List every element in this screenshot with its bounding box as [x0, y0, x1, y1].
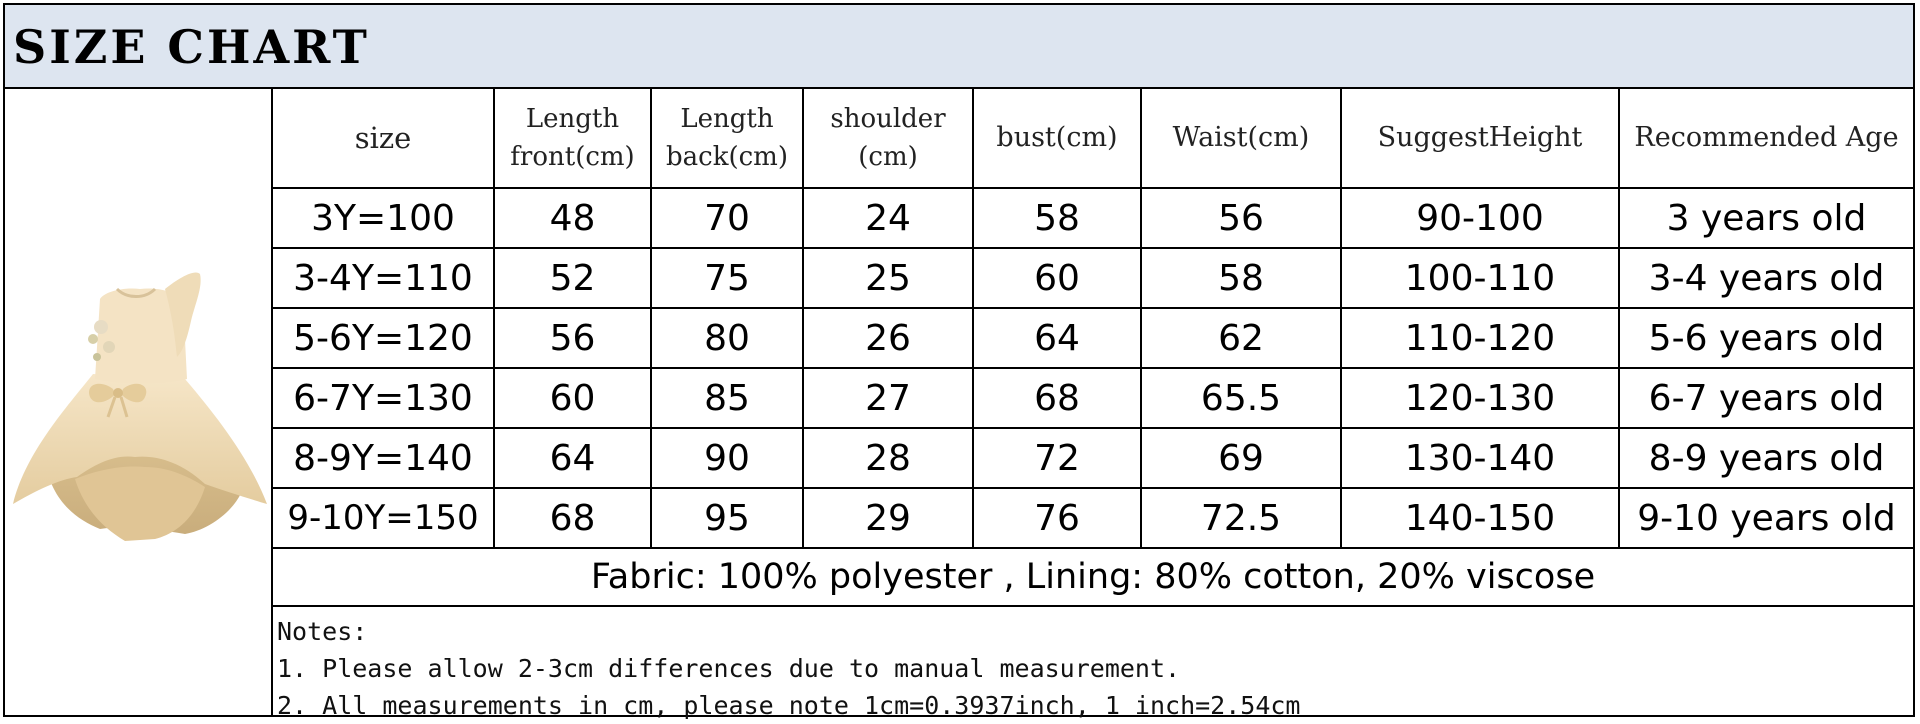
table-cell-length-back: 85 [652, 369, 804, 429]
table-cell-shoulder: 27 [804, 369, 974, 429]
column-header-recommended-age: Recommended Age [1620, 89, 1913, 189]
column-header-length-front: Length front(cm) [495, 89, 652, 189]
table-cell-bust: 58 [974, 189, 1142, 249]
table-cell-shoulder: 24 [804, 189, 974, 249]
column-header-bust: bust(cm) [974, 89, 1142, 189]
table-cell-length-back: 90 [652, 429, 804, 489]
column-header-length-back: Length back(cm) [652, 89, 804, 189]
table-cell-size: 3-4Y=110 [273, 249, 495, 309]
table-cell-size: 9-10Y=150 [273, 489, 495, 549]
table-cell-shoulder: 28 [804, 429, 974, 489]
table-cell-recommended-age: 3 years old [1620, 189, 1913, 249]
table-cell-bust: 68 [974, 369, 1142, 429]
table-cell-length-front: 48 [495, 189, 652, 249]
table-cell-length-front: 56 [495, 309, 652, 369]
table-cell-bust: 60 [974, 249, 1142, 309]
product-image-panel [5, 89, 273, 715]
notes-section [273, 607, 1913, 724]
table-cell-waist: 72.5 [1142, 489, 1342, 549]
table-cell-recommended-age: 6-7 years old [1620, 369, 1913, 429]
table-cell-length-back: 80 [652, 309, 804, 369]
size-chart [3, 3, 1915, 720]
table-cell-length-front: 68 [495, 489, 652, 549]
column-header-shoulder: shoulder (cm) [804, 89, 974, 189]
table-cell-size: 5-6Y=120 [273, 309, 495, 369]
dress-photo [5, 229, 271, 569]
column-header-suggest-height: SuggestHeight [1342, 89, 1620, 189]
header-bar [5, 5, 1913, 89]
column-header-size: size [273, 89, 495, 189]
table-cell-waist: 69 [1142, 429, 1342, 489]
page-title: SIZE CHART [13, 20, 370, 74]
table-cell-waist: 62 [1142, 309, 1342, 369]
table-cell-length-front: 60 [495, 369, 652, 429]
table-cell-shoulder: 29 [804, 489, 974, 549]
table-cell-length-back: 75 [652, 249, 804, 309]
fabric-info: Fabric: 100% polyester , Lining: 80% cotton, 20% viscose [273, 549, 1913, 607]
table-cell-suggest-height: 120-130 [1342, 369, 1620, 429]
table-cell-recommended-age: 9-10 years old [1620, 489, 1913, 549]
table-cell-length-back: 95 [652, 489, 804, 549]
table-cell-suggest-height: 90-100 [1342, 189, 1620, 249]
table-cell-size: 6-7Y=130 [273, 369, 495, 429]
table-cell-bust: 76 [974, 489, 1142, 549]
table-cell-waist: 58 [1142, 249, 1342, 309]
note-item: 2. All measurements in cm, please note 1cm=0.3937inch, 1 inch=2.54cm [277, 691, 1301, 720]
table-cell-recommended-age: 8-9 years old [1620, 429, 1913, 489]
table-cell-suggest-height: 130-140 [1342, 429, 1620, 489]
table-cell-recommended-age: 3-4 years old [1620, 249, 1913, 309]
table-cell-length-front: 64 [495, 429, 652, 489]
table-cell-size: 3Y=100 [273, 189, 495, 249]
table-cell-size: 8-9Y=140 [273, 429, 495, 489]
table-cell-suggest-height: 100-110 [1342, 249, 1620, 309]
table-cell-length-back: 70 [652, 189, 804, 249]
table-cell-bust: 64 [974, 309, 1142, 369]
table-cell-waist: 65.5 [1142, 369, 1342, 429]
table-cell-shoulder: 26 [804, 309, 974, 369]
notes-heading: Notes: [277, 617, 368, 646]
size-table [273, 89, 1913, 720]
table-cell-waist: 56 [1142, 189, 1342, 249]
table-cell-shoulder: 25 [804, 249, 974, 309]
note-item: 1. Please allow 2-3cm differences due to manual measurement. [277, 654, 1181, 683]
table-cell-recommended-age: 5-6 years old [1620, 309, 1913, 369]
table-cell-suggest-height: 140-150 [1342, 489, 1620, 549]
table-cell-bust: 72 [974, 429, 1142, 489]
table-cell-length-front: 52 [495, 249, 652, 309]
column-header-waist: Waist(cm) [1142, 89, 1342, 189]
table-cell-suggest-height: 110-120 [1342, 309, 1620, 369]
